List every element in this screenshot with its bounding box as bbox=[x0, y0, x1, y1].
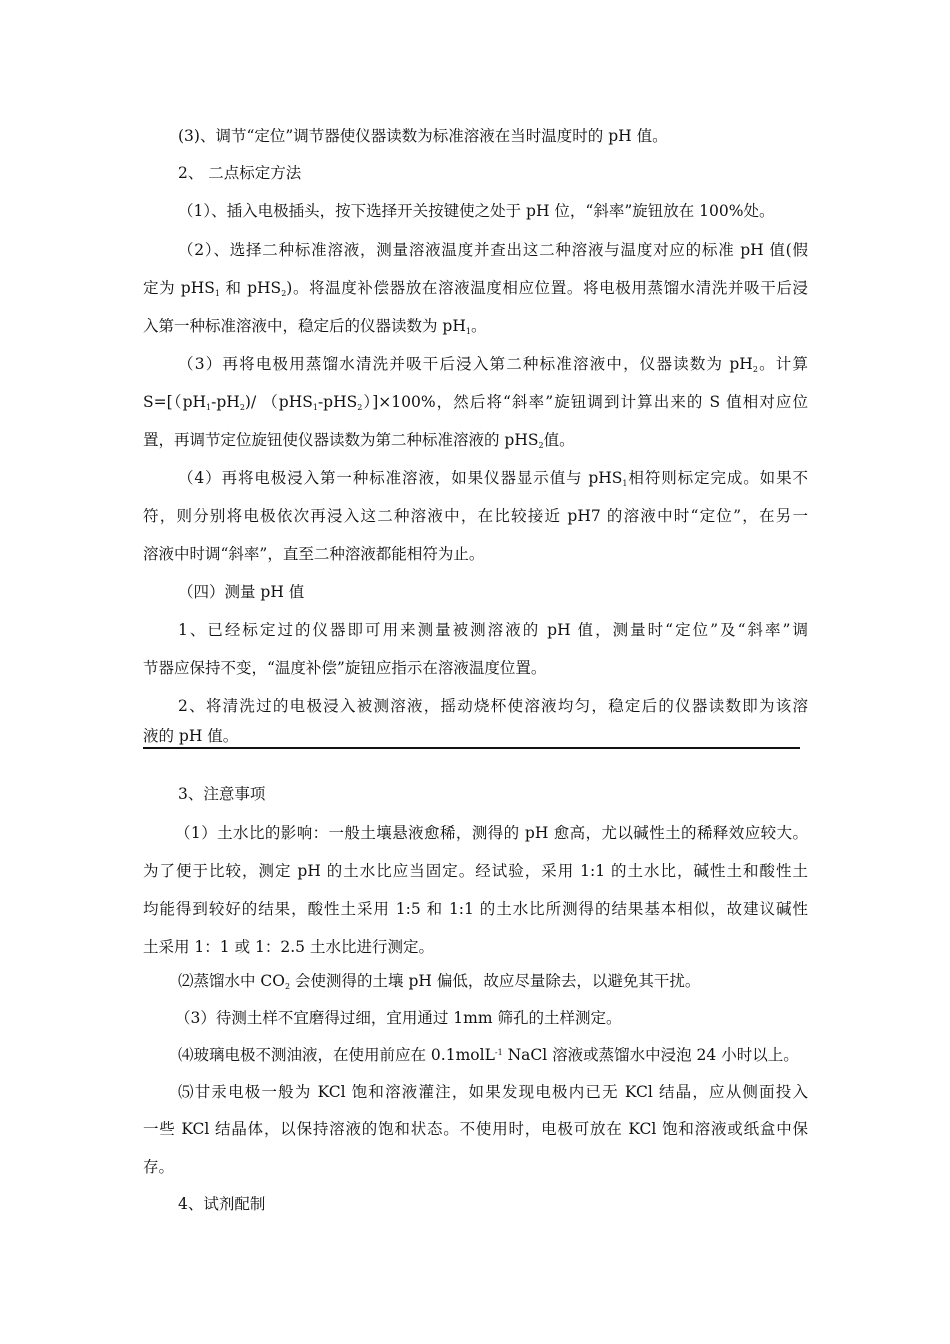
measure1-line2: 节器应保持不变，“温度补偿”旋钮应指示在溶液温度位置。 bbox=[143, 659, 547, 677]
subscript: 2 bbox=[752, 365, 758, 374]
measure2-line2: 液的 pH 值。 bbox=[143, 727, 239, 745]
section-divider bbox=[143, 747, 800, 749]
step2-line1: （2）、选择二种标准溶液，测量溶液温度并查出这二种溶液与温度对应的标准 pH 值(假 bbox=[178, 241, 808, 259]
subscript: 2 bbox=[239, 403, 245, 412]
heading-notes: 3、注意事项 bbox=[178, 785, 266, 803]
note5-line1: ⑸甘汞电极一般为 KCl 饱和溶液灌注，如果发现电极内已无 KCl 结晶，应从侧面投入 bbox=[178, 1083, 808, 1101]
step2-line3 bbox=[143, 314, 486, 336]
note1-line2: 为了便于比较，测定 pH 的土水比应当固定。经试验，采用 1:1 的土水比，碱性土和酸性土 bbox=[143, 862, 808, 880]
step3-line1 bbox=[178, 352, 808, 374]
formula-a: S=[（pH bbox=[143, 393, 207, 411]
heading-measure-ph: （四）测量 pH 值 bbox=[178, 583, 305, 601]
step2-line2-a: 定为 pHS bbox=[143, 279, 215, 297]
formula-d: -pHS bbox=[317, 393, 358, 411]
step3-line1-a: （3）再将电极用蒸馏水清洗并吸干后浸入第二种标准溶液中，仪器读数为 pH bbox=[178, 355, 753, 373]
formula-c: )/ （pHS bbox=[244, 393, 313, 411]
subscript: 1 bbox=[312, 403, 318, 412]
measure2-line1: 2、将清洗过的电极浸入被测溶液，摇动烧杯使溶液均匀，稳定后的仪器读数即为该溶 bbox=[178, 697, 808, 715]
note5-line3: 存。 bbox=[143, 1158, 175, 1176]
formula-e: ）]×100%，然后将“斜率”旋钮调到计算出来的 S 值相对应位 bbox=[362, 393, 809, 411]
step3-line2-formula bbox=[143, 390, 808, 412]
note2-b: 会使测得的土壤 pH 偏低，故应尽量除去，以避免其干扰。 bbox=[290, 972, 701, 990]
step3-line3-a: 置，再调节定位旋钮使仪器读数为第二种标准溶液的 pHS bbox=[143, 431, 539, 449]
note1-line4: 土采用 1：1 或 1：2.5 土水比进行测定。 bbox=[143, 938, 434, 956]
superscript: -1 bbox=[494, 1048, 503, 1057]
subscript: 2 bbox=[281, 289, 287, 298]
step2-line3-b: 。 bbox=[470, 317, 487, 335]
note1-line1: （1）土水比的影响：一般土壤悬液愈稀，测得的 pH 愈高，尤以碱性土的稀释效应较大。 bbox=[175, 824, 808, 842]
step1-text: （1）、插入电极插头，按下选择开关按键使之处于 pH 位，“斜率”旋钮放在 100%处。 bbox=[178, 202, 775, 220]
note2 bbox=[178, 969, 700, 991]
note1-line3: 均能得到较好的结果，酸性土采用 1:5 和 1:1 的土水比所测得的结果基本相似，故建议碱性 bbox=[143, 900, 808, 918]
measure1-line1: 1、已经标定过的仪器即可用来测量被测溶液的 pH 值，测量时“定位”及“斜率”调 bbox=[178, 621, 808, 639]
step4-line3: 溶液中时调“斜率”，直至二种溶液都能相符为止。 bbox=[143, 545, 485, 563]
step2-line2 bbox=[143, 276, 808, 298]
subscript: 1 bbox=[622, 479, 628, 488]
step4-line2: 符，则分别将电极依次再浸入这二种溶液中，在比较接近 pH7 的溶液中时“定位”，在另一 bbox=[143, 507, 808, 525]
subscript: 1 bbox=[465, 327, 471, 336]
note4 bbox=[178, 1043, 799, 1065]
subscript: 2 bbox=[538, 441, 544, 450]
step2-line3-a: 入第一种标准溶液中，稳定后的仪器读数为 pH bbox=[143, 317, 466, 335]
note4-b: NaCl 溶液或蒸馏水中浸泡 24 小时以上。 bbox=[502, 1046, 799, 1064]
step4-line1-b: 相符则标定完成。如果不 bbox=[627, 469, 808, 487]
subscript: 1 bbox=[214, 289, 220, 298]
step2-line2-c: )。将温度补偿器放在溶液温度相应位置。将电极用蒸馏水清洗并吸干后浸 bbox=[286, 279, 808, 297]
subscript: 2 bbox=[285, 982, 291, 991]
step4-line1 bbox=[178, 466, 808, 488]
heading-reagents: 4、试剂配制 bbox=[178, 1195, 266, 1213]
note5-line2: 一些 KCl 结晶体，以保持溶液的饱和状态。不使用时，电极可放在 KCl 饱和溶液或纸盒中保 bbox=[143, 1120, 808, 1138]
subscript: 1 bbox=[206, 403, 212, 412]
step4-line1-a: （4）再将电极浸入第一种标准溶液，如果仪器显示值与 pHS bbox=[178, 469, 623, 487]
step3-line1-b: 。计算 bbox=[757, 355, 808, 373]
note4-a: ⑷玻璃电极不测油液，在使用前应在 0.1molL bbox=[178, 1046, 495, 1064]
step2-line2-b: 和 pHS bbox=[219, 279, 282, 297]
formula-b: -pH bbox=[211, 393, 240, 411]
step3-line3-b: 值。 bbox=[543, 431, 575, 449]
step3-line3 bbox=[143, 428, 575, 450]
paragraph-calibrate-step3: (3)、调节“定位”调节器使仪器读数为标准溶液在当时温度时的 pH 值。 bbox=[178, 127, 668, 145]
note2-a: ⑵蒸馏水中 CO bbox=[178, 972, 285, 990]
subscript: 2 bbox=[357, 403, 363, 412]
heading-two-point-calibration: 2、 二点标定方法 bbox=[178, 164, 302, 182]
note3: （3）待测土样不宜磨得过细，宜用通过 1mm 筛孔的土样测定。 bbox=[175, 1009, 622, 1027]
